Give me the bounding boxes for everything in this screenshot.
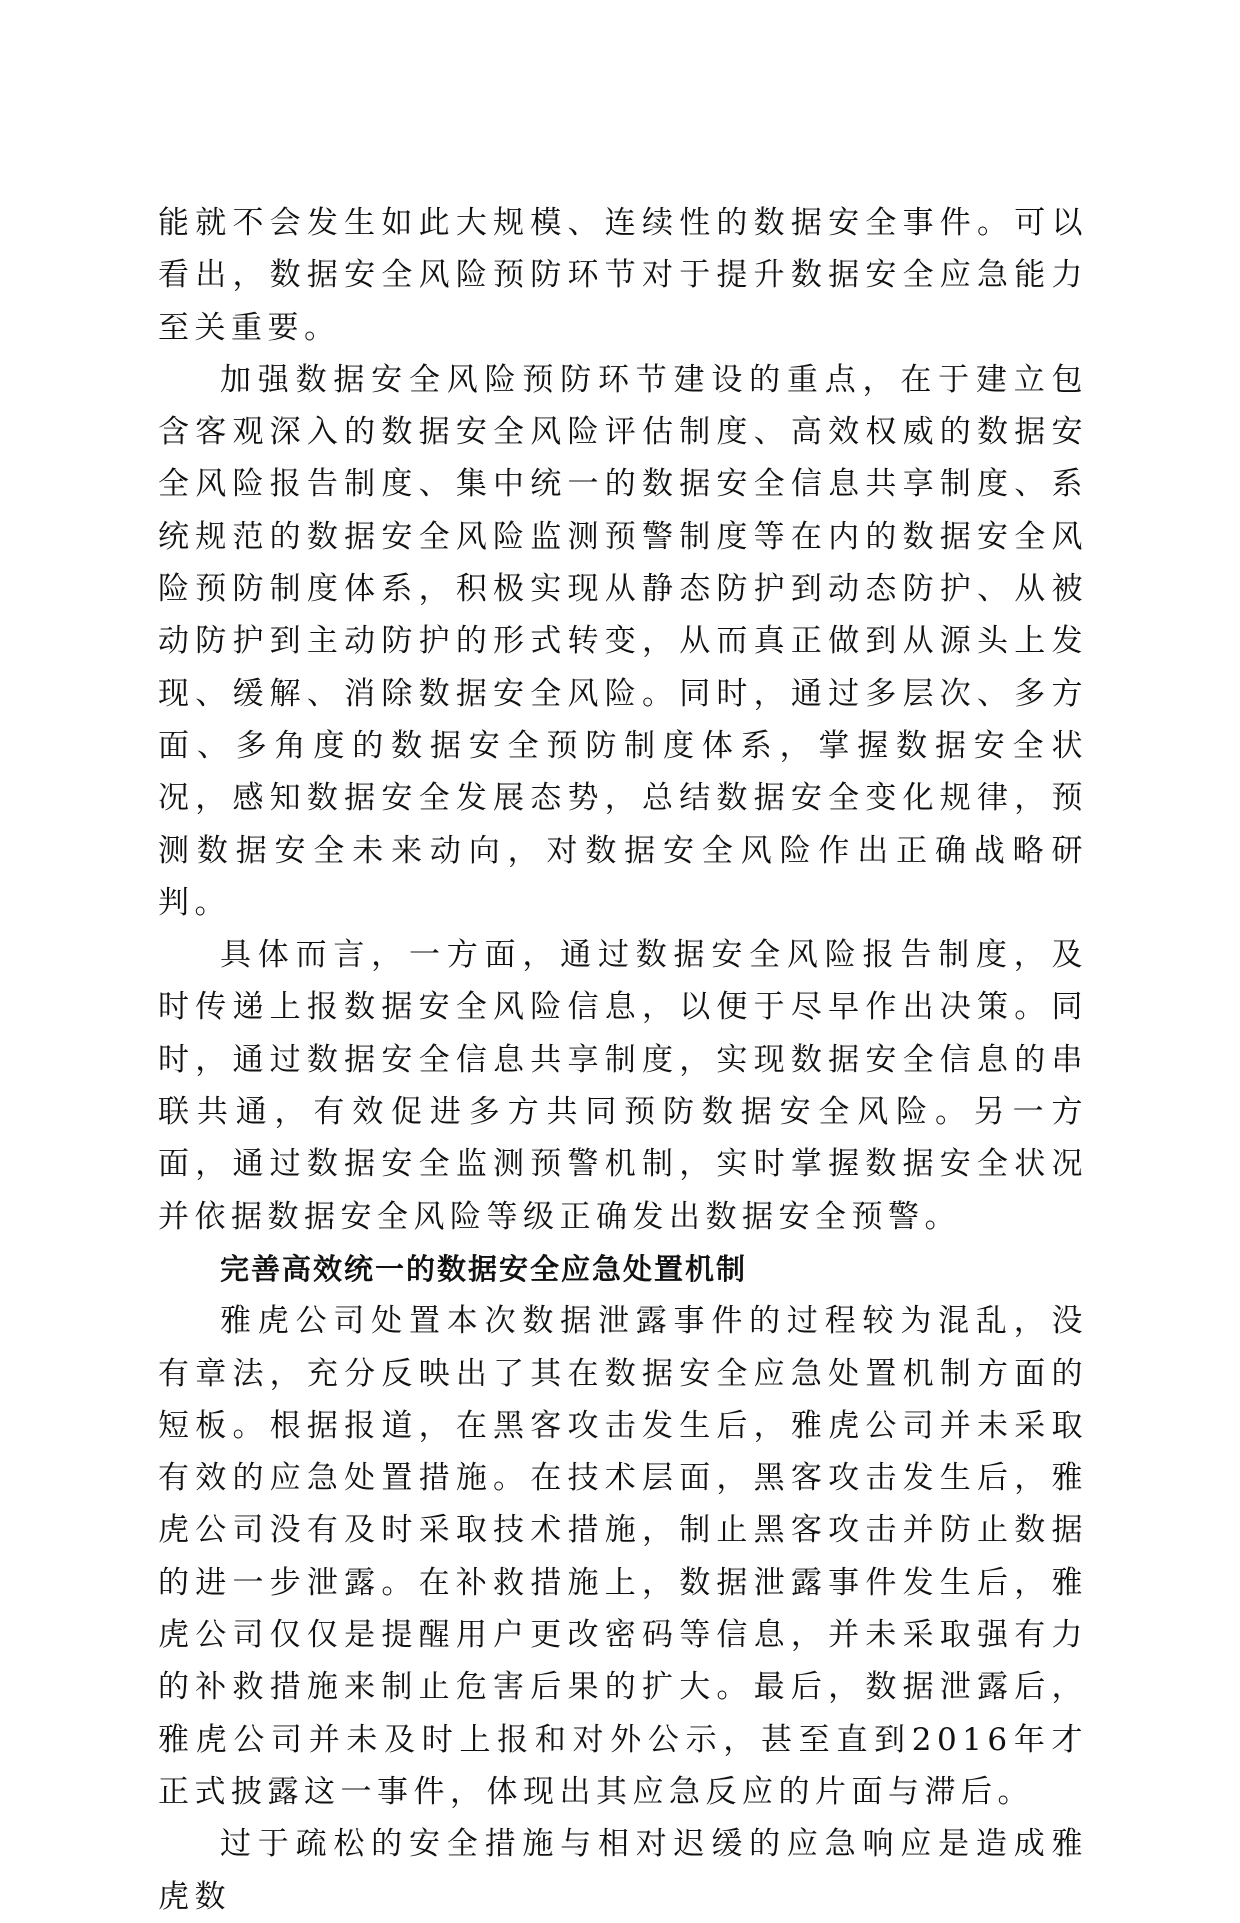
paragraph-continuation: 能就不会发生如此大规模、连续性的数据安全事件。可以看出，数据安全风险预防环节对于提升数据安全应急能力至关重要。 [158,205,1088,346]
paragraph-yahoo-response: 雅虎公司处置本次数据泄露事件的过程较为混乱，没有章法，充分反映出了其在数据安全应急处置机制方面的短板。根据报道，在黑客攻击发生后，雅虎公司并未采取有效的应急处置措施。在技术层面，黑客攻击发生后，雅虎公司没有及时采取技术措施，制止黑客攻击并防止数据的进一步泄露。在补救措施上，数据泄露事件发生后，雅虎公司仅仅是提醒用户更改密码等信息，并未采取强有力的补救措施来制止危害后果的扩大。最后，数据泄露后，雅虎公司并未及时上报和对外公示，甚至直到2016年才正式披露这一事件，体现出其应急反应的片面与滞后。 [158,1303,1088,1810]
document-body [158,197,1088,1923]
paragraph-risk-prevention: 加强数据安全风险预防环节建设的重点，在于建立包含客观深入的数据安全风险评估制度、高效权威的数据安全风险报告制度、集中统一的数据安全信息共享制度、系统规范的数据安全风险监测预警制度等在内的数据安全风险预防制度体系，积极实现从静态防护到动态防护、从被动防护到主动防护的形式转变，从而真正做到从源头上发现、缓解、消除数据安全风险。同时，通过多层次、多方面、多角度的数据安全预防制度体系，掌握数据安全状况，感知数据安全发展态势，总结数据安全变化规律，预测数据安全未来动向，对数据安全风险作出正确战略研判。 [158,361,1088,921]
paragraph-specifics: 具体而言，一方面，通过数据安全风险报告制度，及时传递上报数据安全风险信息，以便于尽早作出决策。同时，通过数据安全信息共享制度，实现数据安全信息的串联共通，有效促进多方共同预防数据安全风险。另一方面，通过数据安全监测预警机制，实时掌握数据安全状况并依据数据安全风险等级正确发出数据安全预警。 [158,937,1088,1235]
section-heading: 完善高效统一的数据安全应急处置机制 [220,1251,748,1286]
paragraph-conclusion: 过于疏松的安全措施与相对迟缓的应急响应是造成雅虎数 [158,1826,1088,1915]
